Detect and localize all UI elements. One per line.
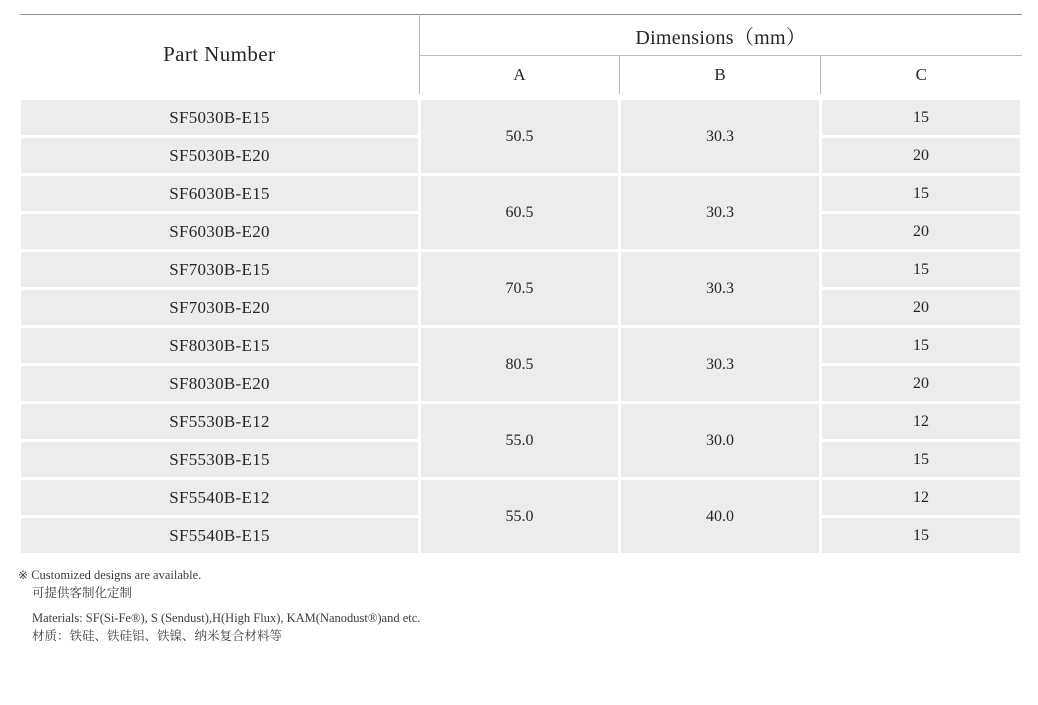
footnotes bbox=[18, 566, 1020, 645]
cell-dim-b: 40.0 bbox=[620, 479, 821, 555]
cell-dim-c: 15 bbox=[821, 175, 1022, 213]
cell-dim-c: 15 bbox=[821, 97, 1022, 137]
cell-part-number: SF7030B-E20 bbox=[20, 289, 420, 327]
table-row bbox=[20, 479, 1022, 517]
cell-part-number: SF5540B-E12 bbox=[20, 479, 420, 517]
cell-part-number: SF5540B-E15 bbox=[20, 517, 420, 555]
note-materials-cn: 材质：铁硅、铁硅铝、铁镍、纳米复合材料等 bbox=[32, 629, 283, 643]
header-dim-c: C bbox=[821, 56, 1022, 98]
cell-part-number: SF5030B-E15 bbox=[20, 97, 420, 137]
cell-part-number: SF6030B-E20 bbox=[20, 213, 420, 251]
cell-dim-a: 80.5 bbox=[420, 327, 620, 403]
cell-dim-c: 15 bbox=[821, 251, 1022, 289]
cell-dim-c: 15 bbox=[821, 517, 1022, 555]
cell-dim-c: 12 bbox=[821, 479, 1022, 517]
note-customized-cn: 可提供客制化定制 bbox=[32, 586, 133, 600]
table-row bbox=[20, 97, 1022, 137]
table-body bbox=[20, 97, 1022, 555]
header-part-number: Part Number bbox=[20, 15, 420, 98]
cell-dim-c: 12 bbox=[821, 403, 1022, 441]
table-row bbox=[20, 251, 1022, 289]
note-customized-en bbox=[18, 566, 1020, 584]
cell-part-number: SF5530B-E12 bbox=[20, 403, 420, 441]
note-materials-en: Materials: SF(Si-Fe®), S (Sendust),H(High Flux), KAM(Nanodust®)and etc. bbox=[32, 611, 421, 625]
table-header bbox=[20, 15, 1022, 98]
cell-dim-c: 15 bbox=[821, 327, 1022, 365]
cell-part-number: SF5530B-E15 bbox=[20, 441, 420, 479]
cell-dim-a: 60.5 bbox=[420, 175, 620, 251]
cell-dim-c: 20 bbox=[821, 365, 1022, 403]
cell-dim-c: 15 bbox=[821, 441, 1022, 479]
cell-dim-b: 30.3 bbox=[620, 327, 821, 403]
table-row bbox=[20, 327, 1022, 365]
header-dimensions: Dimensions（mm） bbox=[420, 15, 1022, 56]
cell-dim-b: 30.3 bbox=[620, 175, 821, 251]
cell-dim-c: 20 bbox=[821, 137, 1022, 175]
cell-part-number: SF7030B-E15 bbox=[20, 251, 420, 289]
cell-dim-a: 50.5 bbox=[420, 97, 620, 175]
cell-dim-a: 55.0 bbox=[420, 403, 620, 479]
cell-dim-b: 30.3 bbox=[620, 97, 821, 175]
cell-part-number: SF6030B-E15 bbox=[20, 175, 420, 213]
spec-sheet bbox=[0, 14, 1038, 705]
cell-part-number: SF8030B-E20 bbox=[20, 365, 420, 403]
cell-dim-c: 20 bbox=[821, 213, 1022, 251]
header-dim-a: A bbox=[420, 56, 620, 98]
cell-part-number: SF5030B-E20 bbox=[20, 137, 420, 175]
table-row bbox=[20, 403, 1022, 441]
specification-table bbox=[18, 14, 1023, 556]
cell-part-number: SF8030B-E15 bbox=[20, 327, 420, 365]
reference-mark-icon: ※ bbox=[18, 568, 29, 582]
note-spacer bbox=[18, 602, 1020, 609]
note-customized-en-text: Customized designs are available. bbox=[31, 568, 202, 582]
header-dim-b: B bbox=[620, 56, 821, 98]
cell-dim-b: 30.0 bbox=[620, 403, 821, 479]
cell-dim-b: 30.3 bbox=[620, 251, 821, 327]
cell-dim-c: 20 bbox=[821, 289, 1022, 327]
cell-dim-a: 70.5 bbox=[420, 251, 620, 327]
cell-dim-a: 55.0 bbox=[420, 479, 620, 555]
table-row bbox=[20, 175, 1022, 213]
